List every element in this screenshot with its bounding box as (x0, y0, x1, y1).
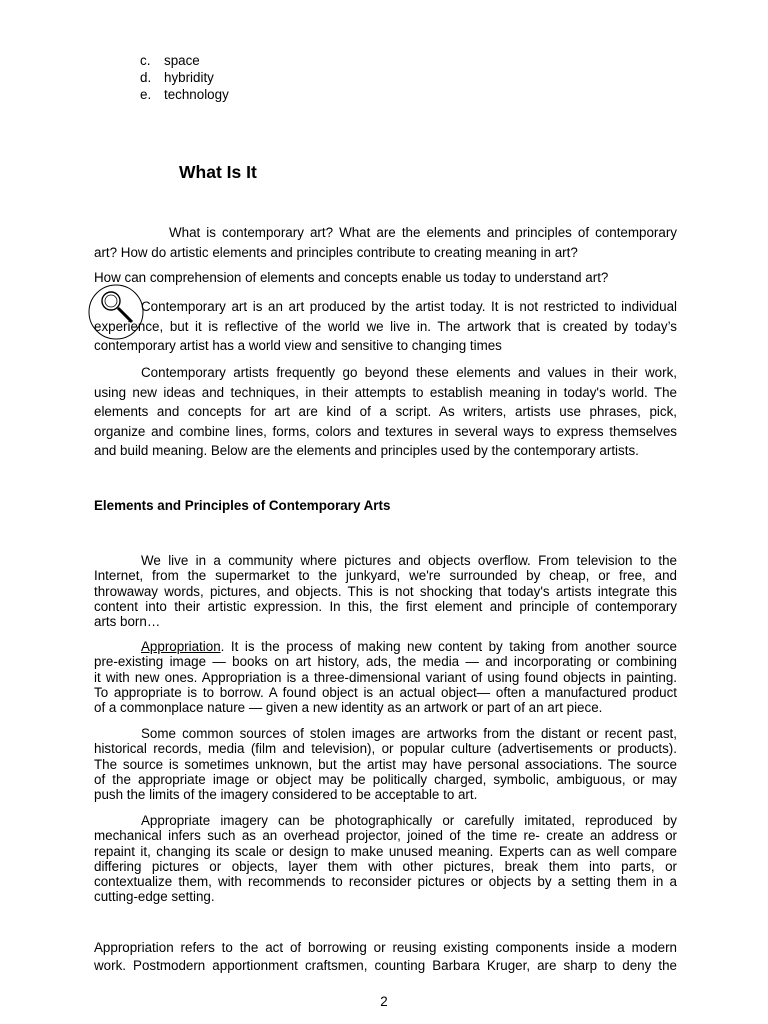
text-line: using new ideas and techniques, in their attempts to establish meaning in today's world. The (94, 384, 677, 400)
text-line: mechanical infers such as an overhead projector, joined of the time re- create an address or (94, 828, 677, 844)
list-text: hybridity (164, 70, 214, 85)
list-item (140, 52, 229, 69)
question-paragraph (94, 268, 677, 288)
text-line: We live in a community where pictures and objects overflow. From television to the (141, 553, 677, 568)
list-text: technology (164, 87, 229, 102)
text-line: it with new ones. Appropriation is a three-dimensional variant of using found objects in painting. (94, 669, 677, 685)
text-line: contextualize them, with recommends to reconsider pictures or objects by a setting them in a (94, 874, 677, 890)
text-line (94, 639, 677, 654)
text-line: Contemporary artists frequently go beyond these elements and values in their work, (141, 365, 677, 380)
text-line: of a commonplace nature — given a new identity as an artwork or part of an art piece. (94, 700, 603, 716)
text-line: organize and combine lines, forms, colors and textures in several ways to express themselves (94, 423, 677, 439)
text-line: content into their artistic expression. In this, the first element and principle of contemporary (94, 598, 677, 614)
appropriation-definition: . It is the process of making new content by taking from another source (220, 639, 677, 654)
text-line: Appropriate imagery can be photographically or carefully imitated, reproduced by (141, 813, 677, 828)
text-line: art? How do artistic elements and principles contribute to creating meaning in art? (94, 244, 578, 260)
sources-paragraph (94, 726, 677, 802)
imagery-paragraph (94, 813, 677, 905)
text-line: To appropriate is to borrow. A found object is an actual object— often a manufactured product (94, 684, 677, 700)
artists-paragraph (94, 363, 677, 461)
text-line: work. Postmodern apportionment craftsmen, counting Barbara Kruger, are sharp to deny the (94, 958, 677, 973)
intro-paragraph (94, 223, 677, 262)
text-line: Contemporary art is an art produced by the artist today. It is not restricted to individual (141, 299, 677, 314)
text-line: cutting-edge setting. (94, 889, 215, 905)
text-line: Internet, from the supermarket to the junkyard, we're surrounded by cheap, or free, and (94, 568, 677, 584)
list-letter: e. (140, 87, 152, 102)
list-letter: d. (140, 70, 152, 85)
text-line: of the appropriate image or object may be politically charged, symbolic, ambiguous, or may (94, 771, 677, 787)
section-title: What Is It (179, 162, 257, 182)
text-line: contemporary artist has a world view and sensitive to changing times (94, 338, 502, 353)
community-paragraph (94, 553, 677, 629)
text-line: elements and concepts for art are kind of a script. As writers, artists use phrases, pick, (94, 404, 677, 419)
text-line: historical records, media (film and television), or popular culture (advertisements or products). (94, 741, 677, 757)
list-letter: c. (140, 53, 151, 68)
definition-paragraph (94, 297, 677, 356)
text-line: experience, but it is reflective of the world we live in. The artwork that is created by today’s (94, 318, 677, 334)
text-line: arts born… (94, 614, 161, 630)
text-line: differing pictures or objects, layer them with other pictures, break them into parts, or (94, 858, 677, 874)
text-line: push the limits of the imagery considered to be acceptable to art. (94, 787, 478, 803)
text-line: and build meaning. Below are the elements and principles used by the contemporary artists. (94, 443, 639, 458)
text-line: Appropriation refers to the act of borrowing or reusing existing components inside a modern (94, 940, 677, 955)
text-line: Some common sources of stolen images are artworks from the distant or recent past, (141, 726, 677, 741)
text-line: repaint it, changing its scale or design to make unused meaning. Experts can as well compare (94, 843, 677, 859)
subheading: Elements and Principles of Contemporary Arts (94, 498, 391, 513)
page-number: 2 (380, 994, 388, 1009)
list-item (140, 69, 229, 86)
appropriation-paragraph (94, 639, 677, 715)
borrowing-paragraph (94, 939, 677, 975)
text-line: How can comprehension of elements and concepts enable us today to understand art? (94, 270, 609, 285)
text-line: The source is sometimes unknown, but the artist may have personal associations. The source (94, 756, 677, 772)
text-line: pre-existing image — books on art history, ads, the media — and incorporating or combining (94, 654, 677, 670)
appropriation-term: Appropriation (141, 639, 221, 654)
text-line: throwaway words, pictures, and objects. This is not shocking that today's artists integrate this (94, 583, 677, 599)
list-text: space (164, 53, 200, 68)
option-list (140, 52, 229, 103)
text-line: What is contemporary art? What are the elements and principles of contemporary (169, 225, 677, 240)
list-item (140, 86, 229, 103)
